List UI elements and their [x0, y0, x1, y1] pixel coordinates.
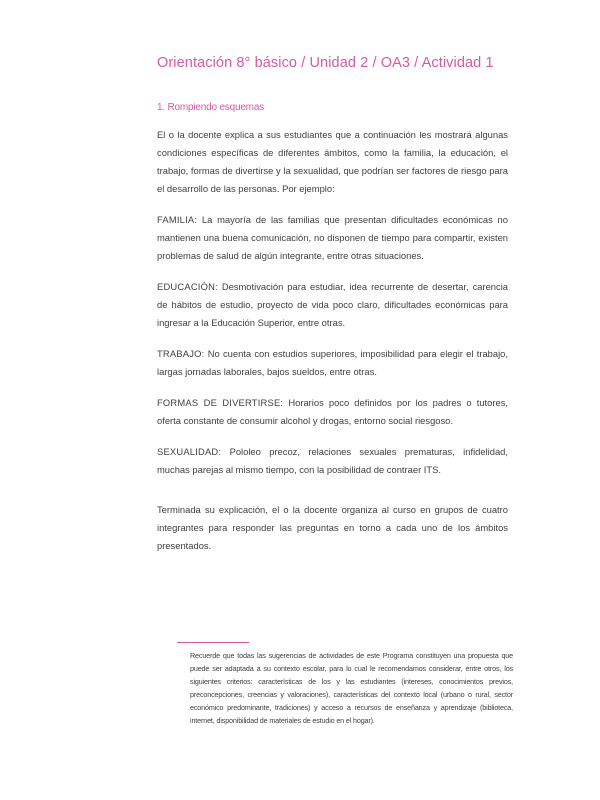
section-title: 1. Rompiendo esquemas — [157, 102, 264, 113]
page-header-title: Orientación 8° básico / Unidad 2 / OA3 / Actividad 1 — [157, 55, 494, 71]
item-text: Horarios poco definidos por los padres o tutores, oferta constante de consumir alcohol y drogas, entorno social riesgoso. — [157, 397, 509, 426]
item-familia — [157, 211, 508, 265]
item-sexualidad — [157, 443, 508, 479]
intro-paragraph: El o la docente explica a sus estudiantes que a continuación les mostrará algunas condiciones específicas de diferentes ámbitos, como la familia, la educación, el trabajo, formas de divertirse y la sexualidad, que podrían ser factores de riesgo para el desarrollo de las personas. Por ejemplo: — [157, 129, 508, 194]
item-label: SEXUALIDAD: — [157, 446, 222, 457]
activity-content — [157, 126, 508, 568]
item-label: EDUCACIÓN: — [157, 281, 218, 292]
item-text: No cuenta con estudios superiores, imposibilidad para elegir el trabajo, largas jornadas laborales, bajos sueldos, entre otras. — [157, 348, 508, 377]
item-text: Desmotivación para estudiar, idea recurrente de desertar, carencia de hábitos de estudio, proyecto de vida poco claro, dificultades económicas para ingresar a la Educación Superior, entre otras. — [157, 281, 509, 328]
item-label: TRABAJO: — [157, 348, 205, 359]
item-label: FAMILIA: — [157, 214, 198, 225]
item-formas-de-divertirse — [157, 394, 508, 430]
item-educacion — [157, 278, 508, 332]
closing-paragraph: Terminada su explicación, el o la docente organiza al curso en grupos de cuatro integrantes para responder las preguntas en torno a cada uno de los ámbitos presentados. — [157, 504, 508, 551]
item-trabajo — [157, 345, 508, 381]
item-text: La mayoría de las familias que presentan dificultades económicas no mantienen una buena comunicación, no disponen de tiempo para compartir, existen problemas de salud de algún integrante, entre otras situaciones. — [157, 214, 508, 261]
item-text: Pololeo precoz, relaciones sexuales prematuras, infidelidad, muchas parejas al mismo tiempo, con la posibilidad de contraer ITS. — [157, 446, 508, 475]
footnote-divider — [177, 642, 249, 643]
item-label: FORMAS DE DIVERTIRSE: — [157, 397, 284, 408]
footnote-text: Recuerde que todas las sugerencias de actividades de este Programa constituyen una propuesta que puede ser adaptada a su contexto escolar, para lo cual le recomendamos considerar, entre otros, los siguientes criterios: características de los y las estudiantes (intereses, conocimientos previos, preconcepciones, creencias y valoraciones), características del contexto local (urbano o rural, sector económico predominante, tradiciones) y acceso a recursos de enseñanza y aprendizaje (biblioteca, internet, disponibilidad de materiales de estudio en el hogar). — [190, 651, 513, 726]
